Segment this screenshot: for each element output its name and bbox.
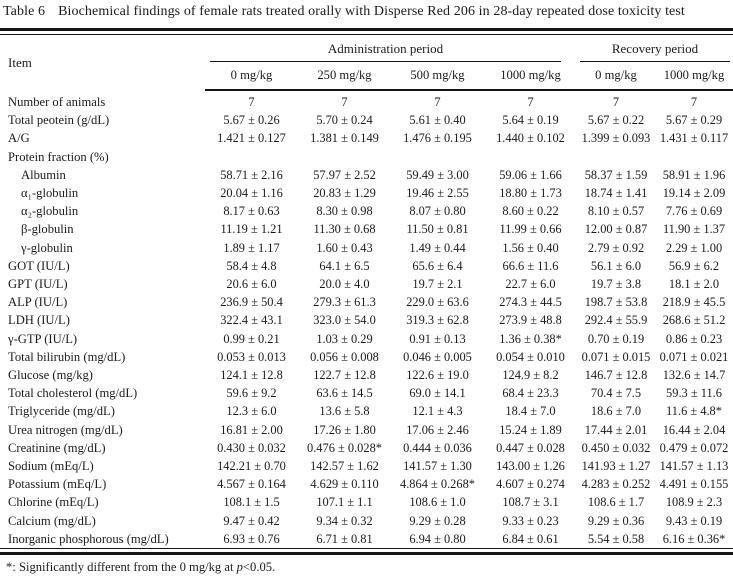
row-label: Total bilirubin (mg/dL) xyxy=(8,349,126,364)
col-header-item: Item xyxy=(8,54,32,70)
value-cell xyxy=(484,148,577,166)
table-body xyxy=(0,90,733,548)
value-cell: 18.80 ± 1.73 xyxy=(499,186,562,201)
table-row xyxy=(0,384,733,402)
footnote-text: Significantly different from the 0 mg/kg at xyxy=(18,560,237,575)
value-cell: 6.16 ± 0.36* xyxy=(662,531,726,546)
value-cell: 0.071 ± 0.021 xyxy=(659,349,729,364)
value-cell: 11.50 ± 0.81 xyxy=(406,222,469,237)
value-cell: 2.29 ± 1.00 xyxy=(665,240,723,255)
value-cell: 56.1 ± 6.0 xyxy=(590,258,642,273)
value-cell: 141.57 ± 1.30 xyxy=(403,459,472,474)
value-cell: 5.54 ± 0.58 xyxy=(587,531,645,546)
value-cell: 7 xyxy=(690,95,698,109)
value-cell: 66.6 ± 11.6 xyxy=(502,258,559,273)
value-cell: 8.17 ± 0.63 xyxy=(223,204,280,219)
footnote xyxy=(0,555,733,575)
value-cell: 236.9 ± 50.4 xyxy=(220,295,283,310)
value-cell: 68.4 ± 23.3 xyxy=(502,386,559,401)
value-cell: 6.71 ± 0.81 xyxy=(316,531,373,546)
footnote-condition: <0.05. xyxy=(242,560,276,575)
value-cell: 0.91 ± 0.13 xyxy=(409,331,466,346)
value-cell: 2.79 ± 0.92 xyxy=(587,240,645,255)
value-cell: 16.44 ± 2.04 xyxy=(662,422,726,437)
value-cell: 65.6 ± 6.4 xyxy=(412,258,463,273)
value-cell: 8.60 ± 0.22 xyxy=(502,204,559,219)
value-cell: 7 xyxy=(527,95,534,109)
value-cell: 1.399 ± 0.093 xyxy=(581,131,651,146)
value-cell: 18.74 ± 1.41 xyxy=(584,186,648,201)
value-cell: 323.0 ± 54.0 xyxy=(313,313,376,328)
value-cell: 63.6 ± 14.5 xyxy=(316,386,373,401)
value-cell: 70.4 ± 7.5 xyxy=(590,386,642,401)
value-cell: 142.57 ± 1.62 xyxy=(310,459,379,474)
table-row xyxy=(0,348,733,366)
value-cell: 17.44 ± 2.01 xyxy=(584,422,648,437)
row-label: Triglyceride (mg/dL) xyxy=(8,404,115,419)
value-cell: 6.94 ± 0.80 xyxy=(409,531,466,546)
value-cell: 0.430 ± 0.032 xyxy=(217,440,286,455)
value-cell: 18.6 ± 7.0 xyxy=(590,404,642,419)
value-cell: 146.7 ± 12.8 xyxy=(584,368,648,383)
value-cell: 19.7 ± 2.1 xyxy=(412,277,463,292)
value-cell: 64.1 ± 6.5 xyxy=(319,258,370,273)
table-row xyxy=(0,439,733,457)
value-cell: 17.26 ± 1.80 xyxy=(313,422,376,437)
value-cell: 1.89 ± 1.17 xyxy=(223,240,280,255)
value-cell: 1.476 ± 0.195 xyxy=(403,131,472,146)
value-cell: 4.567 ± 0.164 xyxy=(217,477,286,492)
value-cell: 279.3 ± 61.3 xyxy=(313,295,376,310)
value-cell: 0.056 ± 0.008 xyxy=(310,349,379,364)
col-header-admin-250mgkg: 250 mg/kg xyxy=(298,62,391,90)
value-cell: 58.37 ± 1.59 xyxy=(584,167,648,182)
col-header-admin-500mgkg: 500 mg/kg xyxy=(391,62,484,90)
row-label: γ-globulin xyxy=(21,240,73,255)
row-label: β-globulin xyxy=(21,222,74,237)
row-label: Total cholesterol (mg/dL) xyxy=(8,386,138,401)
administration-period-label: Administration period xyxy=(210,41,561,62)
table-row xyxy=(0,220,733,238)
value-cell: 13.6 ± 5.8 xyxy=(319,404,370,419)
col-header-recovery-1000mgkg: 1000 mg/kg xyxy=(655,62,733,90)
value-cell: 0.450 ± 0.032 xyxy=(581,440,651,455)
value-cell: 274.3 ± 44.5 xyxy=(499,295,562,310)
biochemical-findings-table xyxy=(0,35,733,548)
table-row xyxy=(0,402,733,420)
value-cell: 6.93 ± 0.76 xyxy=(223,531,280,546)
table-row xyxy=(0,148,733,166)
table-row xyxy=(0,512,733,530)
value-cell: 5.67 ± 0.29 xyxy=(665,113,723,128)
value-cell: 5.64 ± 0.19 xyxy=(502,113,559,128)
row-label: α₁-globulin xyxy=(21,186,79,201)
value-cell: 9.29 ± 0.28 xyxy=(409,513,466,528)
value-cell: 8.30 ± 0.98 xyxy=(316,204,373,219)
value-cell: 20.04 ± 1.16 xyxy=(220,186,283,201)
value-cell: 0.447 ± 0.028 xyxy=(496,440,565,455)
row-label: Protein fraction (%) xyxy=(8,149,109,164)
row-label: γ-GTP (IU/L) xyxy=(8,331,78,346)
value-cell: 7 xyxy=(248,95,255,109)
value-cell: 0.476 ± 0.028* xyxy=(307,440,382,455)
value-cell: 59.6 ± 9.2 xyxy=(226,386,277,401)
value-cell: 5.61 ± 0.40 xyxy=(409,113,466,128)
value-cell: 9.43 ± 0.19 xyxy=(665,513,723,528)
value-cell: 9.47 ± 0.42 xyxy=(223,513,280,528)
group-header-row xyxy=(0,35,733,62)
value-cell: 5.67 ± 0.22 xyxy=(587,113,645,128)
value-cell: 11.30 ± 0.68 xyxy=(313,222,376,237)
value-cell: 1.440 ± 0.102 xyxy=(496,131,565,146)
value-cell xyxy=(577,148,655,166)
value-cell: 8.07 ± 0.80 xyxy=(409,204,466,219)
value-cell: 1.03 ± 0.29 xyxy=(316,331,373,346)
value-cell: 0.99 ± 0.21 xyxy=(223,331,280,346)
table-row xyxy=(0,330,733,348)
row-label: α₂-globulin xyxy=(21,204,79,219)
value-cell: 218.9 ± 45.5 xyxy=(662,295,726,310)
table-row xyxy=(0,293,733,311)
value-cell: 124.9 ± 8.2 xyxy=(502,368,559,383)
value-cell: 0.479 ± 0.072 xyxy=(659,440,729,455)
value-cell xyxy=(655,148,733,166)
value-cell: 18.1 ± 2.0 xyxy=(668,277,720,292)
table-row xyxy=(0,457,733,475)
value-cell: 108.6 ± 1.7 xyxy=(587,495,645,510)
value-cell: 11.6 ± 4.8* xyxy=(666,404,722,419)
table-header xyxy=(0,35,733,90)
value-cell: 9.34 ± 0.32 xyxy=(316,513,373,528)
value-cell: 22.7 ± 6.0 xyxy=(505,277,556,292)
row-label: Calcium (mg/dL) xyxy=(8,513,96,528)
row-label: Urea nitrogen (mg/dL) xyxy=(8,422,123,437)
value-cell: 12.1 ± 4.3 xyxy=(412,404,463,419)
value-cell: 4.629 ± 0.110 xyxy=(310,477,379,492)
value-cell: 69.0 ± 14.1 xyxy=(409,386,466,401)
value-cell: 143.00 ± 1.26 xyxy=(496,459,565,474)
value-cell: 0.071 ± 0.015 xyxy=(581,349,651,364)
row-label: A/G xyxy=(8,131,30,146)
table-row xyxy=(0,421,733,439)
value-cell: 1.381 ± 0.149 xyxy=(310,131,379,146)
value-cell: 107.1 ± 1.1 xyxy=(316,495,373,510)
value-cell: 19.7 ± 3.8 xyxy=(590,277,642,292)
row-label: GOT (IU/L) xyxy=(8,258,70,273)
table-row xyxy=(0,129,733,147)
value-cell: 5.70 ± 0.24 xyxy=(316,113,373,128)
value-cell: 6.84 ± 0.61 xyxy=(502,531,559,546)
value-cell: 1.49 ± 0.44 xyxy=(409,240,466,255)
value-cell: 7 xyxy=(341,95,348,109)
row-label: Potassium (mEq/L) xyxy=(8,477,107,492)
value-cell: 12.3 ± 6.0 xyxy=(226,404,277,419)
table-row xyxy=(0,184,733,202)
table-row xyxy=(0,311,733,329)
row-label: Inorganic phosphorous (mg/dL) xyxy=(8,531,169,546)
value-cell: 108.7 ± 3.1 xyxy=(502,495,559,510)
table-row xyxy=(0,90,733,111)
value-cell: 292.4 ± 55.9 xyxy=(584,313,648,328)
value-cell: 11.19 ± 1.21 xyxy=(220,222,283,237)
value-cell: 122.7 ± 12.8 xyxy=(313,368,376,383)
col-header-recovery-0mgkg: 0 mg/kg xyxy=(577,62,655,90)
row-label: Glucose (mg/kg) xyxy=(8,368,93,383)
value-cell: 0.046 ± 0.005 xyxy=(403,349,472,364)
value-cell: 58.4 ± 4.8 xyxy=(226,258,277,273)
value-cell: 108.9 ± 2.3 xyxy=(665,495,723,510)
value-cell: 1.60 ± 0.43 xyxy=(316,240,373,255)
table-row xyxy=(0,275,733,293)
value-cell: 58.71 ± 2.16 xyxy=(220,167,283,182)
value-cell xyxy=(298,148,391,166)
value-cell: 0.054 ± 0.010 xyxy=(496,349,565,364)
value-cell: 4.864 ± 0.268* xyxy=(400,477,475,492)
value-cell: 19.46 ± 2.55 xyxy=(406,186,469,201)
value-cell: 59.06 ± 1.66 xyxy=(499,167,562,182)
value-cell: 56.9 ± 6.2 xyxy=(668,258,720,273)
value-cell: 11.99 ± 0.66 xyxy=(499,222,562,237)
col-group-administration-period xyxy=(205,35,577,62)
value-cell: 268.6 ± 51.2 xyxy=(662,313,726,328)
bottom-double-rule xyxy=(0,548,733,555)
value-cell: 9.33 ± 0.23 xyxy=(502,513,559,528)
value-cell: 0.70 ± 0.19 xyxy=(587,331,645,346)
value-cell: 17.06 ± 2.46 xyxy=(406,422,469,437)
table-row xyxy=(0,166,733,184)
value-cell: 4.607 ± 0.274 xyxy=(496,477,565,492)
col-header-admin-0mgkg: 0 mg/kg xyxy=(205,62,298,90)
footnote-marker: *: xyxy=(6,560,19,575)
table-row xyxy=(0,111,733,129)
value-cell: 58.91 ± 1.96 xyxy=(662,167,726,182)
value-cell: 16.81 ± 2.00 xyxy=(220,422,283,437)
table-title: Biochemical findings of female rats treated orally with Disperse Red 206 in 28-day repeated dose toxicity test xyxy=(58,4,685,19)
value-cell: 108.1 ± 1.5 xyxy=(223,495,280,510)
value-cell: 5.67 ± 0.26 xyxy=(223,113,280,128)
table-row xyxy=(0,366,733,384)
value-cell: 4.491 ± 0.155 xyxy=(659,477,729,492)
top-double-rule xyxy=(0,28,733,35)
row-label: Number of animals xyxy=(8,94,106,109)
value-cell: 15.24 ± 1.89 xyxy=(499,422,562,437)
value-cell: 20.6 ± 6.0 xyxy=(226,277,277,292)
table-number: Table 6 xyxy=(3,4,46,19)
value-cell: 7 xyxy=(612,95,620,109)
value-cell: 229.0 ± 63.6 xyxy=(406,295,469,310)
value-cell: 12.00 ± 0.87 xyxy=(584,222,648,237)
row-label: LDH (IU/L) xyxy=(8,313,70,328)
value-cell: 11.90 ± 1.37 xyxy=(662,222,726,237)
table-row xyxy=(0,493,733,511)
value-cell: 19.14 ± 2.09 xyxy=(662,186,726,201)
row-label: Creatinine (mg/dL) xyxy=(8,440,106,455)
value-cell: 20.83 ± 1.29 xyxy=(313,186,376,201)
recovery-period-label: Recovery period xyxy=(580,41,730,62)
value-cell: 198.7 ± 53.8 xyxy=(584,295,648,310)
value-cell: 18.4 ± 7.0 xyxy=(505,404,556,419)
table-row xyxy=(0,257,733,275)
value-cell: 7.76 ± 0.69 xyxy=(665,204,723,219)
value-cell: 8.10 ± 0.57 xyxy=(587,204,645,219)
value-cell: 7 xyxy=(434,95,441,109)
table-row xyxy=(0,475,733,493)
value-cell: 1.56 ± 0.40 xyxy=(502,240,559,255)
value-cell: 0.053 ± 0.013 xyxy=(217,349,286,364)
value-cell: 59.3 ± 11.6 xyxy=(666,386,722,401)
value-cell: 1.421 ± 0.127 xyxy=(217,131,286,146)
row-label: Albumin xyxy=(21,167,66,182)
value-cell: 141.57 ± 1.13 xyxy=(659,459,729,474)
value-cell xyxy=(205,148,298,166)
value-cell: 57.97 ± 2.52 xyxy=(313,167,376,182)
value-cell: 0.86 ± 0.23 xyxy=(665,331,723,346)
table-row xyxy=(0,202,733,220)
col-group-recovery-period xyxy=(577,35,733,62)
table-row xyxy=(0,239,733,257)
value-cell: 4.283 ± 0.252 xyxy=(581,477,651,492)
row-label: Chlorine (mEq/L) xyxy=(8,495,99,510)
value-cell: 122.6 ± 19.0 xyxy=(406,368,469,383)
value-cell: 322.4 ± 43.1 xyxy=(220,313,283,328)
value-cell: 108.6 ± 1.0 xyxy=(409,495,466,510)
row-label: Sodium (mEq/L) xyxy=(8,459,94,474)
row-label: Total peotein (g/dL) xyxy=(8,113,110,128)
value-cell: 59.49 ± 3.00 xyxy=(406,167,469,182)
value-cell: 141.93 ± 1.27 xyxy=(581,459,651,474)
value-cell: 273.9 ± 48.8 xyxy=(499,313,562,328)
col-header-admin-1000mgkg: 1000 mg/kg xyxy=(484,62,577,90)
value-cell: 124.1 ± 12.8 xyxy=(220,368,283,383)
row-label: GPT (IU/L) xyxy=(8,277,68,292)
value-cell: 319.3 ± 62.8 xyxy=(406,313,469,328)
value-cell: 20.0 ± 4.0 xyxy=(319,277,370,292)
value-cell: 9.29 ± 0.36 xyxy=(587,513,645,528)
value-cell: 1.431 ± 0.117 xyxy=(659,131,729,146)
value-cell: 142.21 ± 0.70 xyxy=(217,459,286,474)
value-cell: 0.444 ± 0.036 xyxy=(403,440,472,455)
table-caption xyxy=(0,3,733,28)
value-cell: 1.36 ± 0.38* xyxy=(499,331,562,346)
value-cell: 132.6 ± 14.7 xyxy=(662,368,726,383)
value-cell xyxy=(391,148,484,166)
row-label: ALP (IU/L) xyxy=(8,295,68,310)
table-row xyxy=(0,530,733,548)
footnote-p-symbol: p xyxy=(236,560,243,575)
